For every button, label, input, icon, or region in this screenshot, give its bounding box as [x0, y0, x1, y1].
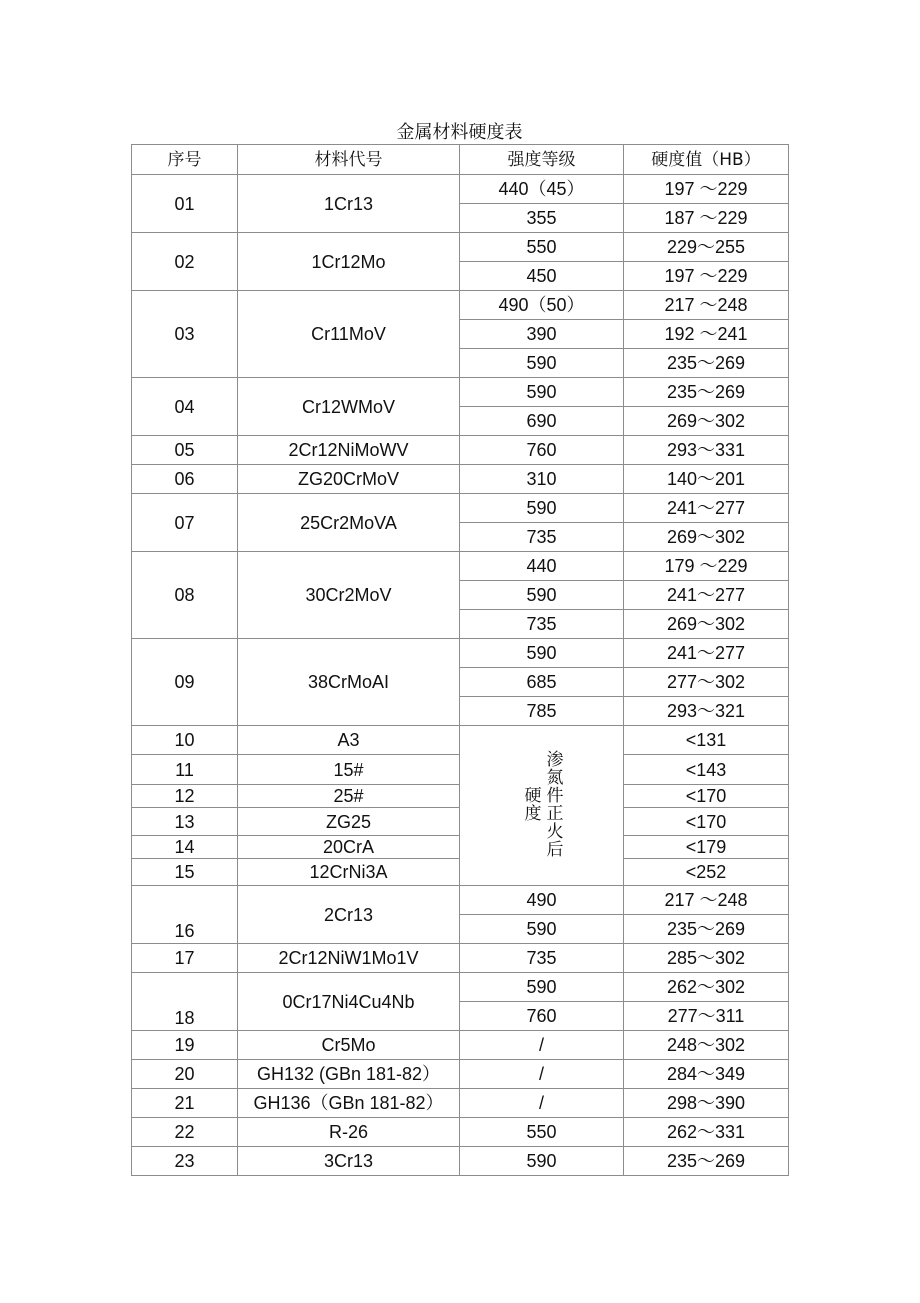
hardness-value: <170 [624, 808, 789, 836]
row-number: 14 [132, 836, 238, 859]
strength-grade: 550 [460, 1118, 624, 1147]
hardness-value: 140～201 [624, 465, 789, 494]
table-row [132, 465, 789, 494]
table-row [132, 1060, 789, 1089]
row-number: 02 [132, 233, 238, 291]
row-number: 22 [132, 1118, 238, 1147]
hardness-value: 235～269 [624, 915, 789, 944]
material-code: Cr12WMoV [238, 378, 460, 436]
material-code: ZG25 [238, 808, 460, 836]
strength-grade: 590 [460, 915, 624, 944]
row-number: 13 [132, 808, 238, 836]
row-number: 07 [132, 494, 238, 552]
hardness-value: <179 [624, 836, 789, 859]
normalized-note: 渗氮件正火后 硬度 [520, 749, 563, 858]
table-row [132, 378, 789, 407]
strength-grade: 590 [460, 581, 624, 610]
strength-grade: 760 [460, 1002, 624, 1031]
table-row [132, 552, 789, 581]
hardness-value: 241～277 [624, 494, 789, 523]
hardness-value: 241～277 [624, 639, 789, 668]
strength-grade: 450 [460, 262, 624, 291]
hardness-value: <170 [624, 785, 789, 808]
row-number: 10 [132, 726, 238, 755]
hardness-value: 269～302 [624, 610, 789, 639]
table-row [132, 973, 789, 1002]
material-code: 12CrNi3A [238, 859, 460, 886]
hardness-value: 285～302 [624, 944, 789, 973]
strength-grade: 735 [460, 610, 624, 639]
table-row [132, 494, 789, 523]
hardness-table [131, 144, 789, 1176]
row-number: 17 [132, 944, 238, 973]
normalized-note-cell [460, 726, 624, 886]
row-number: 08 [132, 552, 238, 639]
table-row [132, 233, 789, 262]
material-code: Cr11MoV [238, 291, 460, 378]
strength-grade: 685 [460, 668, 624, 697]
table-row [132, 886, 789, 915]
table-row [132, 944, 789, 973]
hardness-value: 277～311 [624, 1002, 789, 1031]
hardness-value: 262～302 [624, 973, 789, 1002]
strength-grade: 735 [460, 944, 624, 973]
table-row [132, 436, 789, 465]
table-row [132, 291, 789, 320]
row-number: 18 [132, 973, 238, 1031]
material-code: 2Cr13 [238, 886, 460, 944]
header-hardness: 硬度值（HB） [624, 145, 789, 175]
table-row [132, 1118, 789, 1147]
row-number: 16 [132, 886, 238, 944]
strength-grade: / [460, 1031, 624, 1060]
hardness-value: 217 ～248 [624, 291, 789, 320]
row-number: 20 [132, 1060, 238, 1089]
table-title: 金属材料硬度表 [396, 122, 523, 143]
hardness-value: 179 ～229 [624, 552, 789, 581]
material-code: 15# [238, 755, 460, 785]
strength-grade: 690 [460, 407, 624, 436]
material-code: GH132 (GBn 181-82） [238, 1060, 460, 1089]
header-no: 序号 [132, 145, 238, 175]
table-row [132, 175, 789, 204]
hardness-value: 187 ～229 [624, 204, 789, 233]
material-code: R-26 [238, 1118, 460, 1147]
strength-grade: 310 [460, 465, 624, 494]
strength-grade: 590 [460, 639, 624, 668]
material-code: 30Cr2MoV [238, 552, 460, 639]
material-code: Cr5Mo [238, 1031, 460, 1060]
material-code: 1Cr12Mo [238, 233, 460, 291]
hardness-value: 262～331 [624, 1118, 789, 1147]
hardness-value: 293～331 [624, 436, 789, 465]
hardness-value: <143 [624, 755, 789, 785]
strength-grade: 785 [460, 697, 624, 726]
hardness-value: 235～269 [624, 1147, 789, 1176]
row-number: 15 [132, 859, 238, 886]
hardness-value: 217 ～248 [624, 886, 789, 915]
hardness-value: 284～349 [624, 1060, 789, 1089]
row-number: 09 [132, 639, 238, 726]
strength-grade: 590 [460, 973, 624, 1002]
strength-grade: 760 [460, 436, 624, 465]
strength-grade: 550 [460, 233, 624, 262]
material-code: GH136（GBn 181-82） [238, 1089, 460, 1118]
strength-grade: 590 [460, 378, 624, 407]
hardness-value: 229～255 [624, 233, 789, 262]
material-code: 25# [238, 785, 460, 808]
hardness-value: 235～269 [624, 378, 789, 407]
row-number: 23 [132, 1147, 238, 1176]
table-row [132, 726, 789, 755]
table-row [132, 1031, 789, 1060]
row-number: 21 [132, 1089, 238, 1118]
hardness-value: 248～302 [624, 1031, 789, 1060]
hardness-value: 269～302 [624, 407, 789, 436]
strength-grade: 440 [460, 552, 624, 581]
material-code: 2Cr12NiMoWV [238, 436, 460, 465]
strength-grade: 590 [460, 1147, 624, 1176]
row-number: 05 [132, 436, 238, 465]
table-row [132, 1147, 789, 1176]
hardness-value: 197 ～229 [624, 175, 789, 204]
material-code: 25Cr2MoVA [238, 494, 460, 552]
strength-grade: 390 [460, 320, 624, 349]
strength-grade: 490（50） [460, 291, 624, 320]
table-row [132, 1089, 789, 1118]
strength-grade: / [460, 1089, 624, 1118]
strength-grade: / [460, 1060, 624, 1089]
material-code: A3 [238, 726, 460, 755]
row-number: 03 [132, 291, 238, 378]
hardness-value: 197 ～229 [624, 262, 789, 291]
material-code: ZG20CrMoV [238, 465, 460, 494]
header-strength: 强度等级 [460, 145, 624, 175]
material-code: 20CrA [238, 836, 460, 859]
row-number: 12 [132, 785, 238, 808]
hardness-value: 269～302 [624, 523, 789, 552]
material-code: 3Cr13 [238, 1147, 460, 1176]
hardness-value: 241～277 [624, 581, 789, 610]
material-code: 0Cr17Ni4Cu4Nb [238, 973, 460, 1031]
strength-grade: 590 [460, 494, 624, 523]
hardness-value: 192 ～241 [624, 320, 789, 349]
row-number: 01 [132, 175, 238, 233]
strength-grade: 590 [460, 349, 624, 378]
header-code: 材料代号 [238, 145, 460, 175]
hardness-value: 235～269 [624, 349, 789, 378]
strength-grade: 355 [460, 204, 624, 233]
row-number: 06 [132, 465, 238, 494]
header-row [132, 145, 789, 175]
strength-grade: 490 [460, 886, 624, 915]
hardness-value: <252 [624, 859, 789, 886]
material-code: 1Cr13 [238, 175, 460, 233]
table-row [132, 639, 789, 668]
row-number: 19 [132, 1031, 238, 1060]
material-code: 38CrMoAI [238, 639, 460, 726]
row-number: 04 [132, 378, 238, 436]
hardness-value: 293～321 [624, 697, 789, 726]
hardness-value: <131 [624, 726, 789, 755]
row-number: 11 [132, 755, 238, 785]
strength-grade: 735 [460, 523, 624, 552]
hardness-value: 277～302 [624, 668, 789, 697]
strength-grade: 440（45） [460, 175, 624, 204]
material-code: 2Cr12NiW1Mo1V [238, 944, 460, 973]
hardness-value: 298～390 [624, 1089, 789, 1118]
